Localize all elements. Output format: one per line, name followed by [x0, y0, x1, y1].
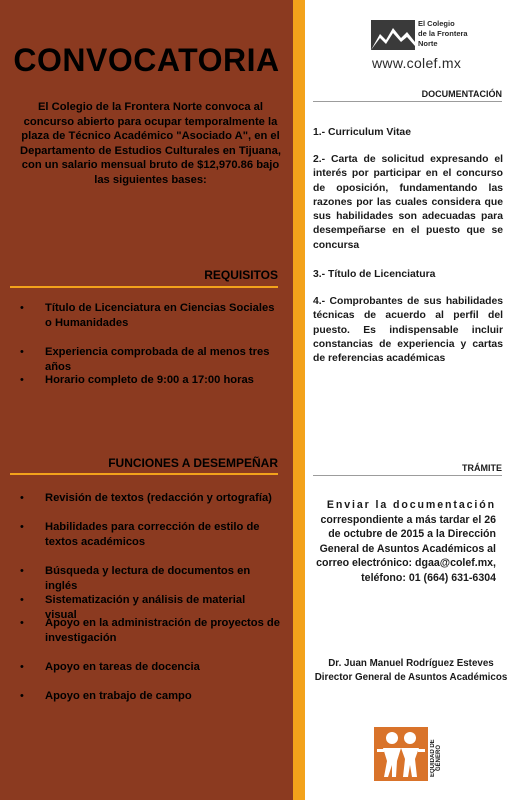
- list-item-text: Experiencia comprobada de al menos tres años: [45, 346, 270, 373]
- documentacion-heading: DOCUMENTACIÓN: [421, 89, 502, 99]
- documentacion-divider: [313, 101, 502, 102]
- tramite-first-line: Enviar la documentación: [326, 499, 496, 511]
- bullet-icon: •: [20, 346, 24, 358]
- institution-name-line: Norte: [418, 39, 438, 48]
- signer-role: Director General de Asuntos Académicos: [314, 671, 508, 683]
- gender-equity-logo-icon: [374, 727, 428, 781]
- requisitos-divider: [10, 286, 278, 288]
- bullet-icon: •: [20, 617, 24, 629]
- bullet-icon: •: [20, 492, 24, 504]
- signer-name: Dr. Juan Manuel Rodríguez Esteves: [328, 658, 494, 669]
- signature-block: [305, 657, 517, 684]
- document-item: 2.- Carta de solicitud expresando el interés por participar en el concurso de oposición, fundamentando las razones por las cuales considera que sus habilidades son adecuadas para desempeñarse en el puesto que se concursa: [313, 154, 503, 251]
- list-item-text: Búsqueda y lectura de documentos en inglés: [45, 565, 251, 592]
- tramite-divider: [313, 475, 502, 476]
- bullet-icon: •: [20, 565, 24, 577]
- institution-name-line: El Colegio: [418, 19, 455, 28]
- gender-equity-label: EQUIDAD DE GÉNERO: [430, 739, 442, 777]
- website-link[interactable]: www.colef.mx: [372, 55, 462, 71]
- page-title: CONVOCATORIA: [13, 42, 280, 78]
- list-item-text: Habilidades para corrección de estilo de textos académicos: [45, 521, 260, 548]
- requisitos-heading: REQUISITOS: [204, 268, 278, 282]
- document-item: 4.- Comprobantes de sus habilidades técnicas de acuerdo al perfil del puesto. Es indispensable incluir constancias de experiencia y cartas de referencias académicas: [313, 296, 503, 365]
- bullet-icon: •: [20, 690, 24, 702]
- intro-paragraph: El Colegio de la Frontera Norte convoca al concurso abierto para ocupar temporalmente la plaza de Técnico Académico "Asociado A", en el Departamento de Estudios Culturales en Tijuana, con un salario mensual bruto de $12,970.86 bajo las siguientes bases:: [20, 101, 281, 186]
- tramite-paragraph: [313, 498, 496, 585]
- funciones-heading: FUNCIONES A DESEMPEÑAR: [108, 456, 278, 470]
- institution-name: [418, 19, 514, 49]
- bullet-icon: •: [20, 302, 24, 314]
- bullet-icon: •: [20, 521, 24, 533]
- list-item-text: Sistematización y análisis de material visual: [45, 594, 246, 621]
- bullet-icon: •: [20, 594, 24, 606]
- document-item: 3.- Título de Licenciatura: [313, 269, 436, 280]
- bullet-icon: •: [20, 374, 24, 386]
- tramite-heading: TRÁMITE: [462, 463, 502, 473]
- list-item-text: Título de Licenciatura en Ciencias Sociales o Humanidades: [45, 302, 275, 329]
- list-item-text: Apoyo en trabajo de campo: [45, 690, 192, 702]
- institution-name-line: de la Frontera: [418, 29, 468, 38]
- accent-stripe: [293, 0, 305, 800]
- bullet-icon: •: [20, 661, 24, 673]
- tramite-body: correspondiente a más tardar el 26 de octubre de 2015 a la Dirección General de Asuntos Académicos al correo electrónico: dgaa@colef.mx, teléfono: 01 (664) 631-6304: [316, 513, 496, 584]
- colef-logo-icon: [371, 20, 415, 50]
- list-item-text: Apoyo en tareas de docencia: [45, 661, 200, 673]
- funciones-divider: [10, 473, 278, 475]
- people-icon: [374, 727, 428, 781]
- list-item-text: Revisión de textos (redacción y ortografía): [45, 492, 272, 504]
- list-item-text: Horario completo de 9:00 a 17:00 horas: [45, 374, 254, 386]
- list-item-text: Apoyo en la administración de proyectos de investigación: [45, 617, 280, 644]
- mountain-icon: [371, 20, 415, 50]
- document-item: 1.- Curriculum Vitae: [313, 127, 411, 138]
